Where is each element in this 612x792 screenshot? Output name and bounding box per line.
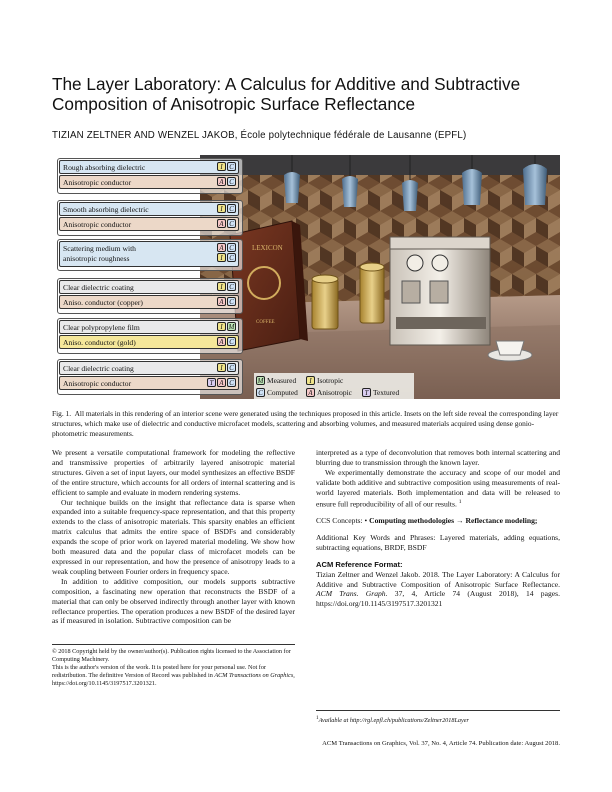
legend-anisotropic	[306, 388, 352, 397]
inset-stack	[59, 241, 239, 268]
inset-layer-label: Rough absorbing dielectric	[63, 163, 146, 172]
material-badge: C	[227, 253, 236, 262]
abstract-paragraph-3: In addition to additive composition, our models supports subtractive composition, a fascinating new operation that reconstructs the BSDF of a material that can only be observed indirectly through another layer with known reflectance properties. The operation produces a new BSDF of the desired layer as if measured in isolation. Subtractive composition can be	[52, 576, 295, 626]
availability-footnote-marker: 1	[316, 715, 319, 721]
inset-layer	[59, 160, 239, 174]
inset-layer-badges	[217, 282, 236, 291]
abstract-paragraph-1: We present a versatile computational framework for modeling the reflective and transmissive properties of arbitrarily layered anisotropic material structures. Given a set of input layers, our model synthesizes an effective BSDF of the entire structure, which accounts for all orders of internal scattering and is efficient to sample and evaluate in modern rendering systems.	[52, 448, 295, 497]
legend-badge-t: T	[362, 388, 371, 397]
inset-layer-badges	[217, 162, 236, 171]
material-badge: I	[217, 282, 226, 291]
material-badge: A	[217, 177, 226, 186]
caption-text: All materials in this rendering of an interior scene were generated using the techniques proposed in this article. Insets on the left side reveal the corresponding layer structures, which make use of dielectric and conductive microfacet models, scattering and absorbing volumes, and measured materials acquired using dense gonio-photometric measurements.	[52, 409, 559, 438]
espresso-machine	[390, 237, 490, 345]
version-note-journal: ACM Transactions on Graphics	[214, 672, 294, 679]
inset-layer-label: Aniso. conductor (copper)	[63, 298, 143, 307]
material-badge: I	[217, 322, 226, 331]
book-title: LEXICON	[252, 244, 283, 252]
legend-computed	[256, 388, 298, 397]
material-badge: C	[227, 204, 236, 213]
material-badge: A	[217, 378, 226, 387]
version-note-text: This is the author's version of the work. It is posted here for your personal use. Not for redistribution. The definitive Version of Record was published in	[52, 664, 267, 679]
availability-footnote-text: Available at http://rgl.epfl.ch/publications/Zeltner2018Layer	[318, 717, 469, 725]
material-badge: A	[217, 337, 226, 346]
legend-badge-c: C	[256, 388, 265, 397]
version-note	[52, 664, 295, 688]
material-badge: I	[217, 204, 226, 213]
inset-stack	[59, 280, 239, 310]
inset-layer	[59, 217, 239, 231]
inset-stack	[59, 160, 239, 190]
material-badge: C	[227, 177, 236, 186]
abstract-paragraph-4: interpreted as a type of deconvolution that removes both internal scattering and blurring due to transmission through the known layer.	[316, 448, 560, 467]
badge-pair	[217, 253, 236, 262]
inset-stack	[59, 202, 239, 232]
material-badge: I	[217, 253, 226, 262]
inset-layer-label: Anisotropic conductor	[63, 379, 132, 388]
material-badge: T	[207, 378, 216, 387]
inset-layer	[59, 280, 239, 294]
inset-layer-label: Scattering medium with anisotropic roughness	[63, 244, 136, 263]
availability-footnote	[316, 710, 560, 725]
inset-layer-badges	[217, 177, 236, 186]
inset-layer-badges	[217, 204, 236, 213]
version-note-doi: , https://doi.org/10.1145/3197517.3201321.	[52, 672, 295, 687]
inset-layer-label: Clear dielectric coating	[63, 283, 134, 292]
paper-title: The Layer Laboratory: A Calculus for Additive and Subtractive Composition of Anisotropic Surface Reflectance	[52, 74, 521, 114]
inset-layer-label: Clear polypropylene film	[63, 323, 140, 332]
badge-pair	[217, 243, 236, 252]
legend-badge-a: A	[306, 388, 315, 397]
acm-reference-heading: ACM Reference Format:	[316, 559, 403, 569]
material-badge: C	[227, 243, 236, 252]
inset-layer	[59, 241, 239, 267]
abstract-right-column	[316, 448, 560, 609]
inset-stack	[59, 361, 239, 391]
legend-measured-label: Measured	[267, 376, 297, 385]
legend-measured	[256, 376, 296, 385]
affiliation: École polytechnique fédérale de Lausanne (EPFL)	[237, 130, 467, 141]
inset-layer-badges	[217, 337, 236, 346]
inset-layer-badges	[217, 243, 236, 262]
material-badge: A	[217, 243, 226, 252]
inset-layer-badges	[217, 219, 236, 228]
author-line	[52, 130, 572, 141]
inset-layer-label: Clear dielectric coating	[63, 364, 134, 373]
legend-computed-label: Computed	[267, 388, 298, 397]
material-badge: C	[227, 337, 236, 346]
legend-textured	[362, 388, 399, 397]
figure-caption	[52, 409, 560, 439]
acm-reference-doi: 37, 4, Article 74 (August 2018), 14 pages. https://doi.org/10.1145/3197517.3201321	[316, 589, 561, 609]
inset-layer	[59, 376, 239, 390]
layer-insets	[52, 155, 252, 399]
inset-layer-badges	[217, 322, 236, 331]
ccs-concept: Computing methodologies → Reflectance modeling;	[369, 515, 538, 525]
legend-isotropic	[306, 376, 343, 385]
material-badge: C	[227, 363, 236, 372]
inset-layer	[59, 335, 239, 349]
material-badge: M	[228, 324, 235, 331]
acm-reference-text: Tizian Zeltner and Wenzel Jakob. 2018. The Layer Laboratory: A Calculus for Additive and Subtractive Composition of Anisotropic Surface Reflectance.	[316, 569, 560, 589]
material-badge: C	[227, 282, 236, 291]
copyright-footnote	[52, 644, 295, 688]
inset-layer-badges	[217, 297, 236, 306]
abstract-left-column	[52, 448, 295, 626]
material-badge: A	[217, 297, 226, 306]
material-badge: C	[227, 297, 236, 306]
book-subtitle: COFFEE	[256, 320, 275, 325]
abstract-paragraph-2: Our technique builds on the insight that reflectance data is sparse when expanded into a suitable frequency-space representation, and that this property extends to the class of anisotropic materials. This sparsity enables an efficient matrix calculus that admits the entire space of BSDFs and considerably expands the scope of prior work on layered material modeling. We show how both measured data and the popular class of microfacet models can be expressed in our representation, and how the presence of anisotropy leads to a weak coupling between Fourier orders in frequency space.	[52, 497, 295, 576]
abstract-paragraph-5-text: We experimentally demonstrate the accuracy and scope of our model and validate both additive and subtractive composition using measurements of real-world layered materials. Both implementation and data will be released to ensure full reproducibility of all of our results.	[316, 467, 560, 509]
inset-layer-label: Anisotropic conductor	[63, 220, 132, 229]
acm-reference-journal: ACM Trans. Graph.	[316, 589, 388, 599]
inset-stack	[59, 320, 239, 350]
material-badge: C	[227, 378, 236, 387]
ccs-concepts	[316, 516, 560, 526]
material-badge: I	[217, 363, 226, 372]
rendered-scene	[200, 155, 560, 399]
legend-anisotropic-label: Anisotropic	[317, 388, 352, 397]
ccs-label: CCS Concepts: •	[316, 515, 370, 525]
author-names: TIZIAN ZELTNER AND WENZEL JAKOB,	[52, 130, 238, 141]
running-footer: ACM Transactions on Graphics, Vol. 37, No. 4, Article 74. Publication date: August 2018.	[322, 740, 560, 747]
teaser-figure	[52, 155, 560, 399]
acm-reference	[316, 570, 560, 610]
copyright-text: © 2018 Copyright held by the owner/author(s). Publication rights licensed to the Association for Computing Machinery.	[52, 648, 291, 663]
inset-layer	[59, 175, 239, 189]
keywords: Additional Key Words and Phrases: Layered materials, adding equations, subtracting equations, BRDF, BSDF	[316, 532, 560, 552]
legend-textured-label: Textured	[373, 388, 400, 397]
inset-layer-label: Anisotropic conductor	[63, 178, 132, 187]
inset-layer	[59, 295, 239, 309]
material-badge: I	[217, 162, 226, 171]
legend-badge-m: M	[257, 378, 264, 385]
material-badge: C	[227, 162, 236, 171]
badge-legend	[254, 373, 414, 399]
caption-label: Fig. 1.	[52, 409, 72, 418]
inset-layer-badges	[217, 363, 236, 372]
inset-layer-label: Aniso. conductor (gold)	[63, 338, 136, 347]
abstract-paragraph-5	[316, 468, 560, 509]
legend-isotropic-label: Isotropic	[317, 376, 344, 385]
inset-layer	[59, 320, 239, 334]
material-badge: C	[227, 219, 236, 228]
inset-layer	[59, 361, 239, 375]
inset-layer	[59, 202, 239, 216]
inset-layer-label: Smooth absorbing dielectric	[63, 205, 149, 214]
material-badge: A	[217, 219, 226, 228]
inset-layer-badges	[207, 378, 236, 387]
legend-badge-i: I	[306, 376, 315, 385]
footnote-marker: 1	[458, 498, 462, 505]
